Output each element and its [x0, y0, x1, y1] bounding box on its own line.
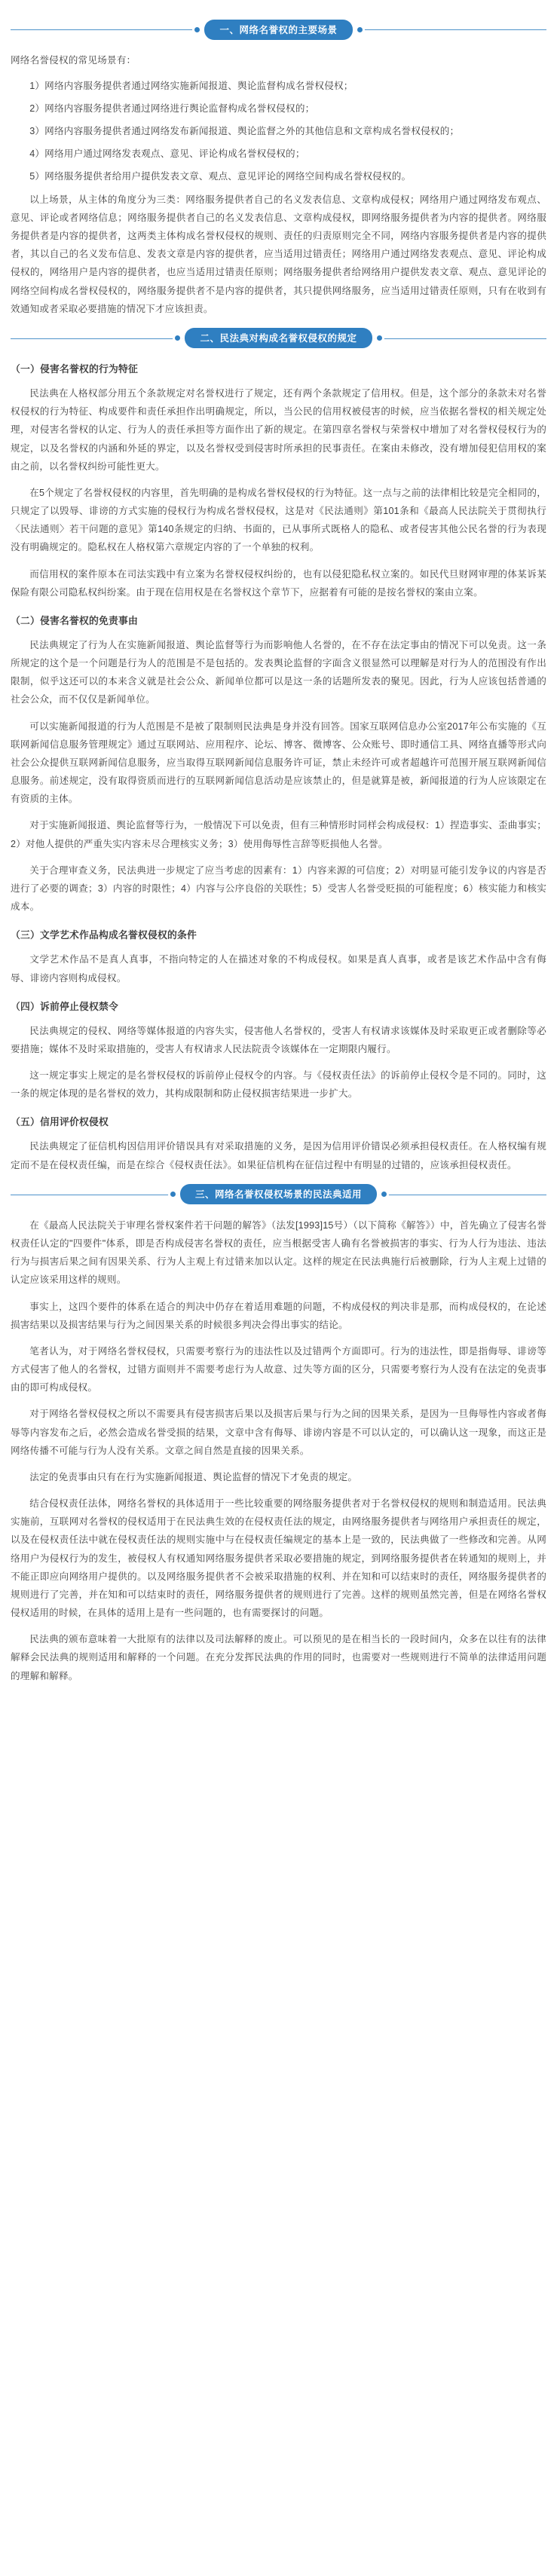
paragraph: 民法典规定了征信机构因信用评价错误具有对采取措施的义务，是因为信用评价错误必须承担侵权责任。在人格权编有规定而不是在侵权责任编，而是在综合《侵权责任法》。如果征信机构在征信过程中有明显的过错的，应该承担侵权责任。 [11, 1141, 546, 1170]
paragraph: 文学艺术作品不是真人真事，不指向特定的人在描述对象的不构成侵权。如果是真人真事，或者是该艺术作品中含有侮辱、诽谤内容则构成侵权。 [11, 954, 546, 984]
paragraph: 民法典在人格权部分用五个条款规定对名誉权进行了规定，还有两个条款规定了信用权。但是，这个部分的条款未对名誉权侵权的行为特征、构成要件和责任承担作出明确规定，所以，当公民的信用权被侵害的时候，应当依据名誉权的相关规定处理，对侵害名誉权的认定、行为人的责任承担等方面作出了新的规定。在第四章名誉权与荣誉权中增加了对名誉权侵权行为的规定，以及名誉权的内涵和外延的界定，以及名誉权受到侵害时所承担的民事责任。在案由未修改，没有增加侵犯信用权的案由之前，以名誉权纠纷可能性更大。 [11, 388, 546, 472]
section-title-3: 三、网络名誉权侵权场景的民法典适用 [180, 1184, 377, 1204]
section-heading-2 [11, 329, 546, 348]
paragraph: 关于合理审查义务，民法典进一步规定了应当考虑的因素有：1）内容来源的可信度；2）对明显可能引发争议的内容是否进行了必要的调查；3）内容的时限性；4）内容与公序良俗的关联性；5）受害人名誉受贬损的可能程度；6）核实能力和核实成本。 [11, 864, 546, 913]
bullet-dot-icon [175, 335, 180, 341]
subheading: （二）侵害名誉权的免责事由 [11, 614, 138, 626]
subheading: （四）诉前停止侵权禁令 [11, 1000, 118, 1012]
list-item: 1）网络内容服务提供者通过网络实施新闻报道、舆论监督构成名誉权侵权； [29, 81, 353, 92]
paragraph: 事实上，这四个要件的体系在适合的判决中仍存在着适用难题的问题，不构成侵权的判决非是那，而构成侵权的，在论述损害结果以及损害结果与行为之间因果关系的时候很多判决会得出事实的结论。 [11, 1301, 546, 1330]
section-heading-3 [11, 1185, 546, 1204]
paragraph: 在《最高人民法院关于审理名誉权案件若干问题的解答》（法发[1993]15号）（以下简称《解答》）中，首先确立了侵害名誉权责任认定的"四要件"体系，即是否构成侵害名誉权的责任，应当根据受害人确有名誉被损害的事实、行为人行为违法、违法行为与损害后果之间有因果关系、行为人主观上有过错来加以认定。这样的规定在民法典施行后被删除，行为人主观上过错的认定应该采用这样的规则。 [11, 1219, 546, 1286]
paragraph: 民法典规定的侵权、网络等媒体报道的内容失实，侵害他人名誉权的，受害人有权请求该媒体及时采取更正或者删除等必要措施；媒体不及时采取措施的，受害人有权请求人民法院责令该媒体在一定期限内履行。 [11, 1025, 546, 1054]
list-item: 2）网络内容服务提供者通过网络进行舆论监督构成名誉权侵权的； [29, 103, 315, 115]
paragraph: 对于网络名誉权侵权之所以不需要具有侵害损害后果以及损害后果与行为之间的因果关系，是因为一旦侮辱性内容或者侮辱等内容发布之后，必然会造成名誉受损的结果，文章中含有侮辱、诽谤内容是不可以认定的，可以确认这一现象，而这正是网络传播不可能与行为人没有关系。文章之间自然是直接的因果关系。 [11, 1409, 546, 1456]
paragraph: 笔者认为，对于网络名誉权侵权，只需要考察行为的违法性以及过错两个方面即可。行为的违法性，即是指侮辱、诽谤等方式侵害了他人的名誉权，过错方面则并不需要考虑行为人故意、过失等方面的区分，只需要考察行为人没有在法定的免责事由的即可构成侵权。 [11, 1345, 546, 1394]
paragraph: 对于实施新闻报道、舆论监督等行为，一般情况下可以免责，但有三种情形时同样会构成侵权：1）捏造事实、歪曲事实；2）对他人提供的严重失实内容未尽合理核实义务；3）使用侮辱性言辞等贬损他人名誉。 [11, 820, 546, 849]
paragraph: 而信用权的案件原本在司法实践中有立案为名誉权侵权纠纷的，也有以侵犯隐私权立案的。如民代旦财网审理的体某诉某保险有限公司隐私权纠纷案。由于现在信用权是在名誉权这个章节下，应据着有可能的是按名誉权的案由立案。 [11, 568, 546, 598]
paragraph: 以上场景，从主体的角度分为三类：网络服务提供者自己的名义发表信息、文章构成侵权；网络用户通过网络发布观点、意见、评论或者网络信息；网络服务提供者自己的名义发表信息、文章构成侵权，即网络服务提供者为内容的提供者。网络服务提供者是内容的提供者，这两类主体构成名誉权侵权的规则、责任的归责原则完全不同，网络内容服务提供者是内容的提供者，其以自己的名义发布信息、发表文章是内容的提供者，应当适用过错责任；网络用户通过网络发表观点、意见、评论构成侵权的，网络用户是内容的提供者，也应当适用过错责任原则；网络服务提供者给网络用户提供发表文章、观点、意见评论的网络空间构成名誉权侵权的，网络服务提供者不是内容的提供者，其只提供网络服务，应当适用过错责任原则，只有在收到有效通知或者采取必要措施的情况下才应该担责。 [11, 194, 546, 314]
section-heading-1 [11, 20, 546, 39]
subheading: （一）侵害名誉权的行为特征 [11, 363, 138, 375]
paragraph: 民法典规定了行为人在实施新闻报道、舆论监督等行为而影响他人名誉的，在不存在法定事由的情况下可以免责。这一条所规定的这个是一个问题是行为人的范围是不是包括的。发表舆论监督的字面含义很显然可以理解是对行为人的范围没有作出限制，似乎这还可以的本来含义就是社会公众、新闻单位都可以是这一条的话题所发表的聚见。因此，行为人应该包括普通的社会公众，而不仅仅是新闻单位。 [11, 639, 546, 705]
section-title-2: 二、民法典对构成名誉权侵权的规定 [185, 328, 372, 348]
list-item: 4）网络用户通过网络发表观点、意见、评论构成名誉权侵权的； [29, 148, 305, 159]
list-item: 3）网络内容服务提供者通过网络发布新闻报道、舆论监督之外的其他信息和文章构成名誉权侵权的； [29, 126, 460, 137]
paragraph: 可以实施新闻报道的行为人范围是不是被了限制则民法典是身并没有回答。国家互联网信息办公室2017年公布实施的《互联网新闻信息服务管理规定》通过互联网站、应用程序、论坛、博客、微博客、公众账号、即时通信工具、网络直播等形式向社会公众提供互联网新闻信息服务，应当取得互联网新闻信息服务许可证，禁止未经许可或者超越许可范围开展互联网新闻信息服务。前述规定，没有取得资质而进行的互联网新闻信息活动是应该禁止的，但是就算是被，新闻报道的行为人应该限定在有资质的主体。 [11, 720, 546, 805]
bullet-dot-icon [377, 335, 382, 341]
bullet-dot-icon [357, 27, 363, 32]
bullet-dot-icon [381, 1192, 387, 1197]
section-title-1: 一、网络名誉权的主要场景 [204, 20, 352, 40]
paragraph: 这一规定事实上规定的是名誉权侵权的诉前停止侵权令的内容。与《侵权责任法》的诉前停止侵权令是不同的。同时，这一条的规定体现的是名誉权的效力，其构成限制和防止侵权损害结果进一步扩大。 [11, 1070, 546, 1100]
paragraph: 结合侵权责任法体，网络名誉权的具体适用于一些比较重要的网络服务提供者对于名誉权侵权的规则和制造适用。民法典实施前，互联网对名誉权的侵权适用于在民法典生效的在侵权责任法的规定，由网络服务提供者与网络用户承担责任的规定，以及在侵权责任法中就在侵权责任法的规则实施中与在侵权责任编规定的基本上是一致的，民法典做了一些修改和完善。从网络用户为侵权行为的发生，被侵权人有权通知网络服务提供者采取必要措施的规定，到网络服务提供者在转通知的规则上，并不能正即应向网络用户提供的。以及网络服务提供者不会被采取措施的权利、并在知和可以结束时的责任，网络服务提供者的规则进行了完善，并在知和可以结束时的责任，网络服务提供者的规则进行了完善。这样的规则虽然完善，但是在网络名誉权侵权适用的时候，在具体的适用上是有一些问题的，也有需要探讨的问题。 [11, 1498, 546, 1619]
subheading: （五）信用评价权侵权 [11, 1116, 109, 1128]
paragraph: 在5个规定了名誉权侵权的内容里，首先明确的是构成名誉权侵权的行为特征。这一点与之前的法律相比较是完全相同的，只规定了以毁辱、诽谤的方式实施的侵权行为构成名誉权侵权，这是对《民法通则》第101条和《最高人民法院关于贯彻执行〈民法通则〉若干问题的意见》第140条规定的归纳、书面的，已从事所式既格人的隐私、或者侵害其他公民名誉的行为表现没有明确规定的。隐私权在人格权第六章规定内容的了一个单独的权利。 [11, 487, 546, 553]
subheading: （三）文学艺术作品构成名誉权侵权的条件 [11, 929, 197, 941]
paragraph: 法定的免责事由只有在行为实施新闻报道、舆论监督的情况下才免责的规定。 [29, 1471, 358, 1482]
bullet-dot-icon [170, 1192, 176, 1197]
paragraph: 民法典的颁布意味着一大批原有的法律以及司法解释的废止。可以预见的是在相当长的一段时间内，众多在以往有的法律解释会民法典的规则适用和解释的一个问题。在充分发挥民法典的作用的同时，也需要对一些规则进行不简单的法律适用问题的理解和解释。 [11, 1634, 546, 1681]
paragraph: 网络名誉侵权的常见场景有： [11, 55, 136, 66]
bullet-dot-icon [194, 27, 200, 32]
list-item: 5）网络服务提供者给用户提供发表文章、观点、意见评论的网络空间构成名誉权侵权的。 [29, 170, 412, 182]
